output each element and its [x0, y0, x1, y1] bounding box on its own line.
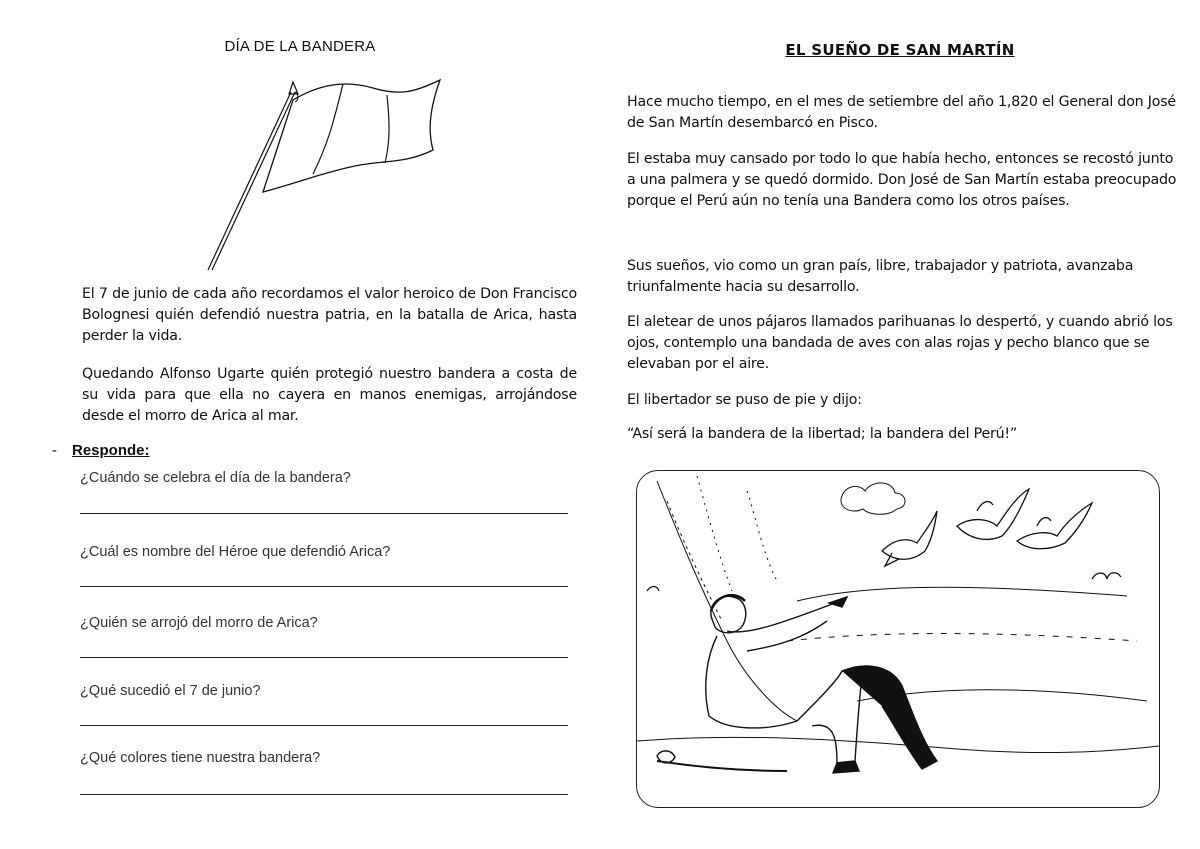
peru-flag-drawing [195, 70, 455, 280]
story-paragraph-2: El estaba muy cansado por todo lo que había hecho, entonces se recostó junto a una palmera y se quedó dormido. Don José de San Martín estaba preocupado porque el Perú aún no tenía una Bandera como los otros países. [627, 151, 1177, 209]
answer-line-3[interactable] [80, 657, 568, 658]
san-martin-illustration [636, 470, 1160, 808]
responde-label: Responde: [72, 442, 150, 459]
question-4: ¿Qué sucedió el 7 de junio? [80, 683, 261, 699]
bullet-dash: - [52, 442, 57, 459]
answer-line-2[interactable] [80, 586, 568, 587]
responde-heading [52, 442, 150, 459]
flag-illustration [195, 70, 455, 280]
page-title-dia-de-la-bandera: DÍA DE LA BANDERA [224, 38, 376, 55]
question-5: ¿Qué colores tiene nuestra bandera? [80, 750, 321, 766]
answer-line-1[interactable] [80, 513, 568, 514]
answer-line-5[interactable] [80, 794, 568, 795]
question-1: ¿Cuándo se celebra el día de la bandera? [80, 470, 351, 486]
story-quote: “Así será la bandera de la libertad; la bandera del Perú!” [627, 426, 1018, 442]
story-paragraph-4: El aletear de unos pájaros llamados parihuanas lo despertó, y cuando abrió los ojos, contemplo una bandada de aves con alas rojas y pecho blanco que se elevaban por el aire. [627, 314, 1173, 372]
question-2: ¿Cuál es nombre del Héroe que defendió Arica? [80, 544, 391, 560]
right-page [600, 0, 1200, 849]
story-paragraph-1: Hace mucho tiempo, en el mes de setiembre del año 1,820 el General don José de San Martín desembarcó en Pisco. [627, 94, 1176, 131]
paragraph-ugarte: Quedando Alfonso Ugarte quién protegió nuestro bandera a costa de su vida para que ella no cayera en manos enemigas, arrojándose desde el morro de Arica al mar. [82, 366, 577, 424]
question-3: ¿Quién se arrojó del morro de Arica? [80, 615, 318, 631]
story-paragraph-3: Sus sueños, vio como un gran país, libre, trabajador y patriota, avanzaba triunfalmente hacia su desarrollo. [627, 258, 1134, 295]
story-paragraph-5: El libertador se puso de pie y dijo: [627, 392, 862, 408]
paragraph-bolognesi: El 7 de junio de cada año recordamos el valor heroico de Don Francisco Bolognesi quién defendió nuestra patria, en la batalla de Arica, hasta perder la vida. [82, 286, 577, 344]
san-martin-dream-drawing [637, 471, 1159, 807]
page-title-el-sueno: EL SUEÑO DE SAN MARTÍN [785, 41, 1015, 59]
answer-line-4[interactable] [80, 725, 568, 726]
